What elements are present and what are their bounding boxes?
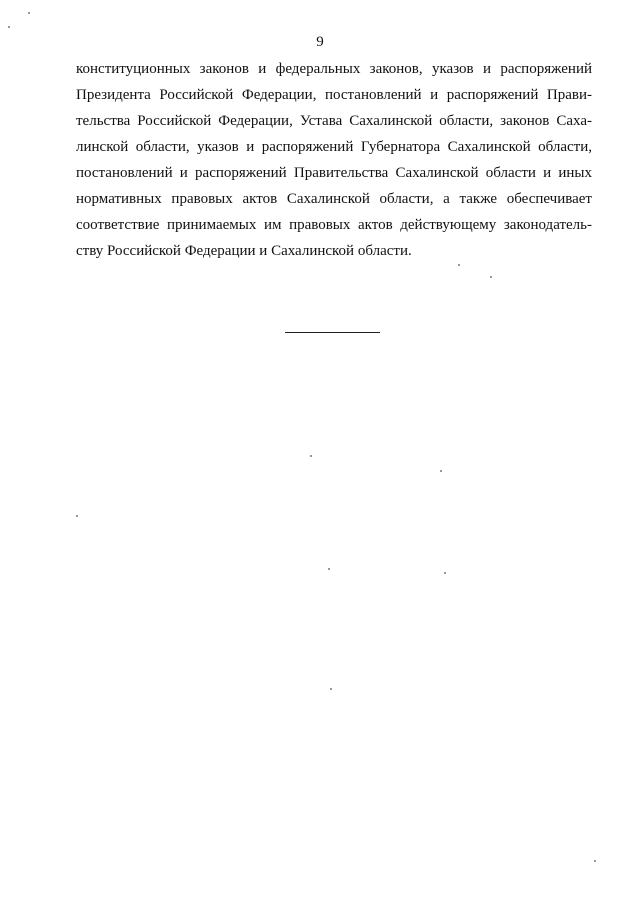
text-line: постановлений и распоряжений Правительства Сахалинской области и иных (76, 165, 592, 181)
scan-speck (490, 276, 492, 278)
scan-speck (28, 12, 30, 14)
text-line: ству Российской Федерации и Сахалинской области. (76, 243, 412, 259)
scan-speck (444, 572, 446, 574)
text-line: конституционных законов и федеральных законов, указов и распоряжений (76, 61, 592, 77)
scan-speck (310, 455, 312, 457)
scan-speck (76, 515, 78, 517)
scan-speck (328, 568, 330, 570)
scan-speck (330, 688, 332, 690)
text-line: Президента Российской Федерации, постановлений и распоряжений Прави- (76, 87, 592, 103)
scan-speck (594, 860, 596, 862)
text-line: тельства Российской Федерации, Устава Сахалинской области, законов Саха- (76, 113, 592, 129)
text-line: нормативных правовых актов Сахалинской области, а также обеспечивает (76, 191, 592, 207)
scan-speck (8, 26, 10, 28)
text-line: соответствие принимаемых им правовых актов действующему законодатель- (76, 217, 592, 233)
end-separator-line (285, 332, 380, 333)
text-line: линской области, указов и распоряжений Губернатора Сахалинской области, (76, 139, 592, 155)
body-paragraph (76, 56, 592, 264)
scan-speck (440, 470, 442, 472)
page-number: 9 (316, 34, 324, 50)
scan-speck (458, 264, 460, 266)
